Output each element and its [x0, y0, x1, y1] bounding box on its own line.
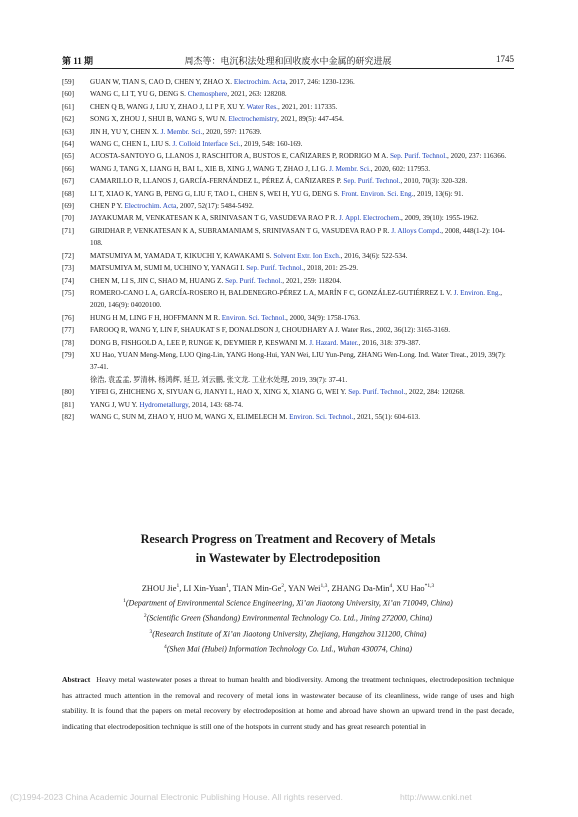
- reference-number: [73]: [62, 264, 74, 273]
- reference-entry: [62, 150, 514, 162]
- reference-text: ROMERO-CANO L A, GARCÍA-ROSERO H, BALDENEGRO-PÉREZ L A, MARÍN F C, GONZÁLEZ-GUTIÉRREZ L V.: [90, 288, 454, 297]
- reference-text: , 2000, 34(9): 1758-1763.: [286, 313, 360, 322]
- journal-link[interactable]: Front. Environ. Sci. Eng.: [341, 189, 414, 198]
- running-title: 周杰等：电沉积法处理和回收废水中金属的研究进展: [184, 56, 392, 66]
- reference-entry: [62, 324, 514, 336]
- reference-entry: [62, 250, 514, 262]
- reference-entry: [62, 212, 514, 224]
- reference-text: ACOSTA-SANTOYO G, LLANOS J, RASCHITOR A, BUSTOS E, CAÑIZARES P, RODRIGO M A.: [90, 152, 390, 161]
- journal-link[interactable]: Water Res.: [246, 102, 278, 111]
- journal-link[interactable]: Environ. Sci. Technol.: [221, 313, 287, 322]
- journal-link[interactable]: J. Membr. Sci.: [329, 164, 371, 173]
- journal-link[interactable]: Sep. Purif. Technol.: [348, 388, 406, 397]
- reference-number: [78]: [62, 338, 74, 347]
- journal-link[interactable]: Electrochemistry: [228, 115, 278, 124]
- affiliation-marker: 1: [123, 598, 126, 604]
- reference-entry: [62, 163, 514, 175]
- reference-text: CHEN Q B, WANG J, LIU Y, ZHAO J, LI P F, XU Y.: [90, 102, 247, 111]
- source-url: http://www.cnki.net: [400, 792, 472, 802]
- journal-link[interactable]: J. Appl. Electrochem.: [338, 214, 402, 223]
- reference-text: , 2020, 602: 117953.: [370, 164, 431, 173]
- author-affiliation-marker: 2: [281, 583, 285, 589]
- author-affiliation-marker: 1: [176, 583, 180, 589]
- reference-text: JIN H, YU Y, CHEN X.: [90, 127, 161, 136]
- reference-text: , 2021, 259: 118204.: [282, 276, 342, 285]
- title-line-1: Research Progress on Treatment and Recovery of Metals: [140, 532, 436, 546]
- reference-text: , 2017, 246: 1230-1236.: [285, 78, 355, 86]
- reference-number: [66]: [62, 164, 74, 173]
- reference-text: JAYAKUMAR M, VENKATESAN K A, SRINIVASAN T G, VASUDEVA RAO P R.: [90, 214, 339, 223]
- reference-text: , 2021, 201: 117335.: [277, 102, 338, 111]
- reference-text: , 2019, 13(6): 91.: [413, 189, 464, 198]
- reference-number: [80]: [62, 388, 74, 397]
- reference-number: [79]: [62, 350, 74, 359]
- journal-link[interactable]: J. Environ. Eng.: [453, 288, 501, 297]
- reference-number: [82]: [62, 412, 74, 421]
- title-line-2: in Wastewater by Electrodeposition: [195, 551, 381, 565]
- journal-link[interactable]: J. Hazard. Mater.: [309, 338, 359, 347]
- reference-text: YANG J, WU Y.: [90, 400, 140, 409]
- abstract-label: Abstract: [62, 675, 91, 684]
- reference-text: , 2018, 201: 25-29.: [303, 264, 359, 273]
- reference-number: [59]: [62, 78, 74, 86]
- journal-link[interactable]: Hydrometallurgy: [139, 400, 189, 409]
- reference-entry: [62, 188, 514, 200]
- reference-number: [75]: [62, 288, 74, 297]
- journal-link[interactable]: Solvent Extr. Ion Exch.: [273, 251, 341, 260]
- reference-number: [68]: [62, 189, 74, 198]
- paper-title: [62, 530, 514, 568]
- abstract-text: Heavy metal wastewater poses a threat to human health and biodiversity. Among the treatment techniques, electrodeposition technique has attracted much attention in the removal and recovery of metal ions in wastewater because of its cleanliness, wide range of uses and high stability. It is found that the papers on metal recovery by electrodeposition at home and abroad have shown an upward trend in the past decade, indicating that electrodeposition technique is still one of the hotspots in current study and has great research potential in: [62, 675, 514, 731]
- reference-text: WANG C, SUN M, ZHAO Y, HUO M, WANG X, ELIMELECH M.: [90, 412, 290, 421]
- reference-text: , 2021, 263: 128208.: [227, 90, 287, 99]
- reference-text: YIFEI G, ZHICHENG X, SIYUAN G, JIANYI L, HAO X, XING X, XIANG G, WEI Y.: [90, 388, 349, 397]
- reference-text: , 2008, 448(1-2): 104-108.: [90, 226, 505, 248]
- affiliation-marker: 4: [164, 643, 167, 650]
- affiliation-text: (Scientific Green (Shandong) Environmental Technology Co. Ltd., Jining 272000, China): [146, 613, 433, 623]
- reference-text: LI T, XIAO K, YANG B, PENG G, LIU F, TAO L, CHEN S, WEI H, YU G, DENG S.: [90, 189, 342, 198]
- reference-text: , 2009, 39(10): 1955-1962.: [401, 214, 479, 223]
- reference-number: [72]: [62, 251, 74, 260]
- affiliation: [62, 610, 514, 625]
- reference-text: CAMARILLO R, LLANOS J, GARCÍA-FERNÁNDEZ L, PÉREZ Á, CAÑIZARES P.: [90, 177, 344, 186]
- reference-number: [67]: [62, 177, 74, 186]
- reference-number: [61]: [62, 102, 74, 111]
- reference-number: [81]: [62, 400, 74, 409]
- affiliation: [62, 626, 514, 641]
- journal-link[interactable]: Electrochim. Acta: [233, 78, 286, 86]
- journal-link[interactable]: Sep. Purif. Technol.: [389, 152, 447, 161]
- reference-entry: [62, 337, 514, 349]
- reference-text: HUNG H M, LING F H, HOFFMANN M R.: [90, 313, 222, 322]
- journal-link[interactable]: Electrochim. Acta: [124, 202, 177, 211]
- reference-entry: [62, 88, 514, 100]
- reference-text: MATSUMIYA M, SUMI M, UCHINO Y, YANAGI I.: [90, 264, 247, 273]
- reference-number: [63]: [62, 127, 74, 136]
- reference-entry: [62, 275, 514, 287]
- reference-text: , 2021, 89(5): 447-454.: [277, 115, 344, 124]
- reference-text: DONG B, FISHGOLD A, LEE P, RUNGE K, DEYMIER P, KESWANI M.: [90, 338, 310, 347]
- reference-text: GIRIDHAR P, VENKATESAN K A, SUBRAMANIAM S, SRINIVASAN T G, VASUDEVA RAO P R.: [90, 226, 392, 235]
- reference-text: , 2014, 143: 68-74.: [188, 400, 243, 409]
- affiliation-marker: 3: [149, 628, 153, 635]
- author-name: YAN Wei: [288, 583, 321, 593]
- reference-list: [62, 76, 514, 423]
- author-list: ZHOU Jie$^1$, LI Xin-Yuan$^1$, TIAN Min-Ge$^2$, YAN Wei$^{1,3}$, ZHANG Da-Min$^4$, XU Hao$^{*1,3}$: [141, 583, 435, 593]
- reference-entry: [62, 349, 514, 374]
- reference-entry: [62, 76, 514, 88]
- author-name: XU Hao: [396, 583, 425, 593]
- page-number: 1745: [496, 54, 514, 64]
- abstract: [62, 672, 514, 734]
- reference-entry: [62, 200, 514, 212]
- reference-text: FAROOQ R, WANG Y, LIN F, SHAUKAT S F, DONALDSON J, CHOUDHARY A J. Water Res., 2002, 36(12): 3165-3169.: [90, 326, 451, 335]
- author-affiliation-marker: 1,3: [320, 583, 328, 589]
- reference-text: , 2010, 70(3): 320-328.: [400, 177, 468, 186]
- affiliation-text: (Research Institute of Xi’an Jiaotong University, Zhejiang, Hangzhou 311200, China): [152, 629, 427, 639]
- reference-text: CHEN M, LI S, JIN C, SHAO M, HUANG Z.: [90, 276, 226, 285]
- reference-text: WANG J, TANG X, LIANG H, BAI L, XIE B, XING J, WANG T, ZHAO J, LI G.: [90, 164, 330, 173]
- affiliation: [62, 595, 514, 610]
- reference-text: XU Hao, YUAN Meng-Meng, LUO Qing-Lin, YANG Hong-Hui, YAN Wei, LIU Yun-Peng, ZHANG Wen-Long. Ind. Water Treat., 2019, 39(7): 37-41.: [90, 350, 506, 372]
- reference-text: WANG C, LI T, YU G, DENG S.: [90, 90, 188, 99]
- reference-text: CHEN P Y.: [90, 202, 125, 211]
- header-divider: [62, 68, 514, 69]
- reference-number: [64]: [62, 140, 74, 149]
- reference-number: [74]: [62, 276, 74, 285]
- reference-text: , 2022, 284: 120268.: [405, 388, 465, 397]
- author-affiliation-marker: 1: [225, 583, 229, 589]
- journal-link[interactable]: Sep. Purif. Technol.: [343, 177, 401, 186]
- reference-text: , 2016, 34(6): 522-534.: [340, 251, 408, 260]
- reference-number: [62]: [62, 115, 74, 124]
- affiliation: [62, 641, 514, 656]
- reference-entry: [62, 386, 514, 398]
- reference-number: [69]: [62, 202, 74, 211]
- affiliation-text: (Shen Mai (Hubei) Information Technology Co. Ltd., Wuhan 430074, China): [166, 644, 412, 654]
- reference-entry: [62, 138, 514, 150]
- reference-entry: [62, 175, 514, 187]
- affiliation-list: [62, 595, 514, 656]
- reference-number: [65]: [62, 152, 74, 161]
- reference-entry: [62, 411, 514, 423]
- reference-text: GUAN W, TIAN S, CAO D, CHEN Y, ZHAO X.: [90, 78, 234, 86]
- reference-text: , 2020, 597: 117639.: [202, 127, 262, 136]
- reference-entry: [62, 287, 514, 312]
- journal-link[interactable]: Sep. Purif. Technol.: [246, 264, 304, 273]
- reference-text: MATSUMIYA M, YAMADA T, KIKUCHI Y, KAWAKAMI S.: [90, 251, 274, 260]
- reference-entry: [62, 101, 514, 113]
- author-name: ZHOU Jie: [141, 583, 177, 593]
- journal-link[interactable]: Sep. Purif. Technol.: [225, 276, 283, 285]
- journal-link[interactable]: J. Colloid Interface Sci.: [172, 140, 241, 149]
- journal-link[interactable]: J. Membr. Sci.: [160, 127, 203, 136]
- reference-text: , 2007, 52(17): 5484-5492.: [176, 202, 254, 211]
- reference-text: 徐浩, 袁孟孟, 罗清林, 杨鸿辉, 延卫, 刘云鹏, 张文龙. 工业水处理, 2019, 39(7): 37-41.: [90, 375, 348, 384]
- copyright-text: (C)1994-2023 China Academic Journal Electronic Publishing House. All rights reserved.: [10, 792, 343, 802]
- author-affiliation-marker: 4: [389, 583, 393, 589]
- reference-entry: [62, 374, 514, 386]
- affiliation-marker: 2: [143, 613, 147, 620]
- reference-text: WANG C, CHEN L, LIU S.: [90, 140, 173, 149]
- reference-entry: [62, 113, 514, 125]
- page-header: [62, 52, 514, 68]
- reference-number: [71]: [62, 226, 74, 235]
- author-name: TIAN Min-Ge: [232, 583, 282, 593]
- reference-text: , 2021, 55(1): 604-613.: [353, 412, 421, 421]
- journal-link[interactable]: J. Alloys Compd.: [391, 226, 442, 235]
- reference-text: , 2016, 318: 379-387.: [358, 338, 421, 347]
- author-affiliation-marker: *1,3: [424, 583, 435, 589]
- reference-entry: [62, 399, 514, 411]
- reference-text: SONG X, ZHOU J, SHUI B, WANG S, WU N.: [90, 115, 229, 124]
- reference-entry: [62, 126, 514, 138]
- author-name: ZHANG Da-Min: [331, 583, 390, 593]
- reference-number: [70]: [62, 214, 74, 223]
- reference-text: , 2020, 146(9): 04020100.: [90, 288, 503, 310]
- reference-text: , 2020, 237: 116366.: [447, 152, 507, 161]
- affiliation-text: (Department of Environmental Science Engineering, Xi’an Jiaotong University, Xi’an 710049, China): [125, 598, 453, 608]
- reference-text: , 2019, 548: 160-169.: [240, 140, 303, 149]
- journal-link[interactable]: Chemosphere: [187, 90, 228, 99]
- author-name: LI Xin-Yuan: [183, 583, 226, 593]
- reference-number: [77]: [62, 326, 74, 335]
- reference-number: [76]: [62, 313, 74, 322]
- journal-link[interactable]: Environ. Sci. Technol.: [289, 412, 354, 421]
- reference-number: [60]: [62, 90, 74, 99]
- reference-entry: [62, 312, 514, 324]
- reference-entry: [62, 262, 514, 274]
- reference-entry: [62, 225, 514, 250]
- issue-label: 第 11 期: [62, 56, 94, 66]
